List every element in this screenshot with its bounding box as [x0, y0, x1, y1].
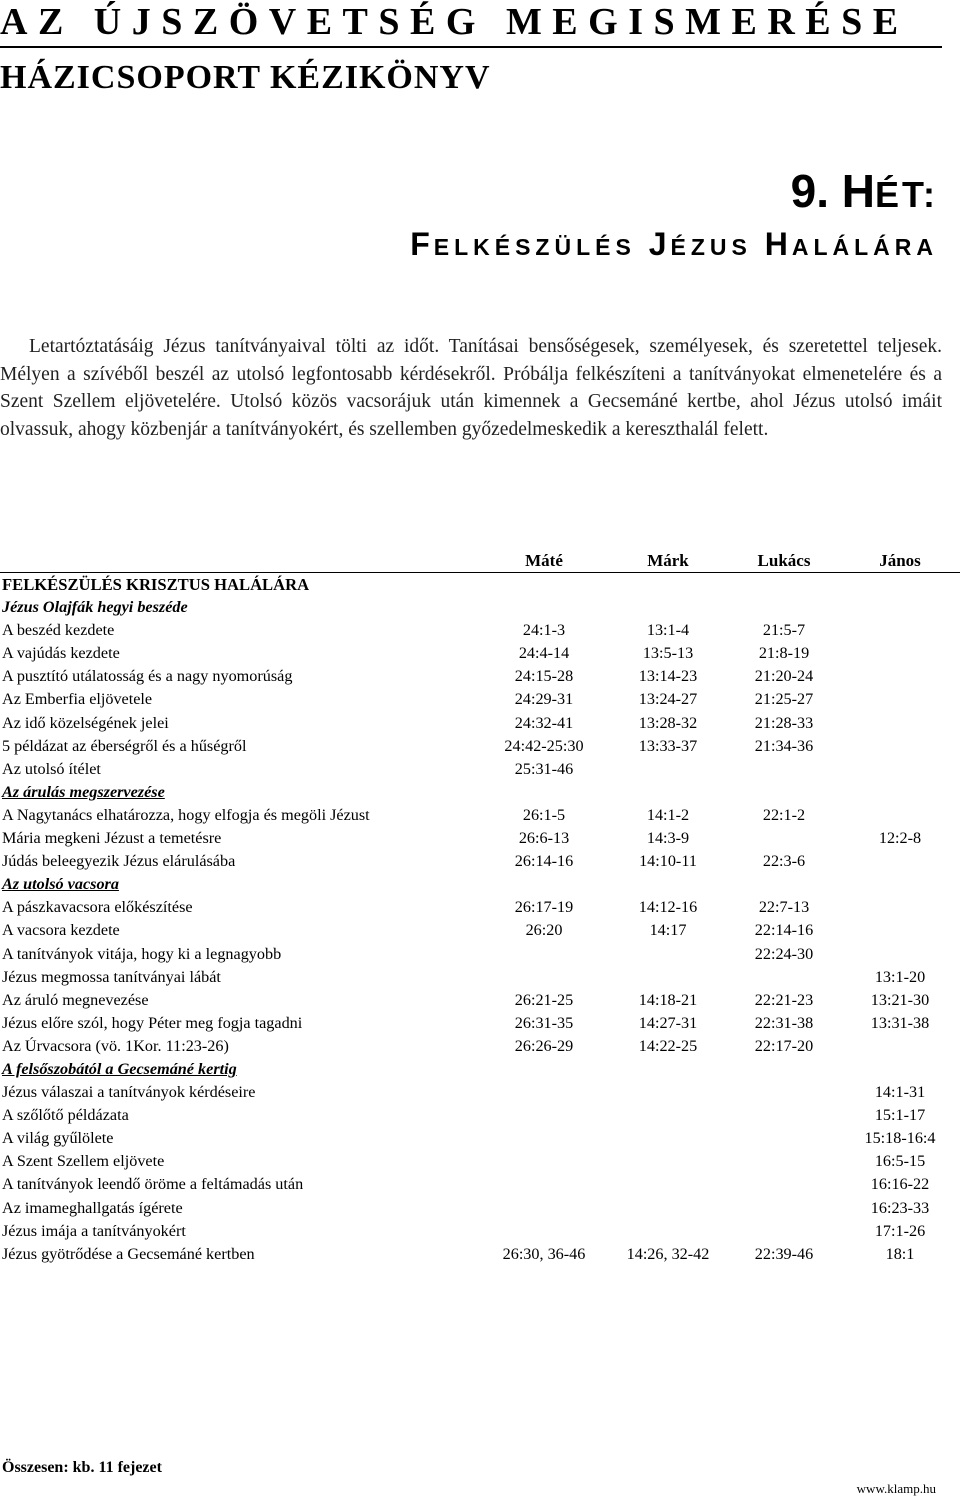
table-body — [0, 573, 960, 1266]
row-reference: 26:31-35 — [514, 1013, 574, 1032]
row-title: A beszéd kezdete — [2, 621, 115, 640]
row-title: Jézus imája a tanítványokért — [2, 1221, 186, 1240]
handbook-subtitle: HÁZICSOPORT KÉZIKÖNYV — [0, 59, 491, 96]
table-row — [0, 688, 960, 711]
table-row — [0, 1127, 960, 1150]
row-reference: 14:3-9 — [646, 829, 690, 848]
table-row — [0, 896, 960, 919]
header-rule — [0, 46, 942, 48]
row-title: Júdás beleegyezik Jézus elárulásába — [2, 852, 236, 871]
row-title: Jézus Olajfák hegyi beszéde — [2, 598, 188, 617]
row-title: Az Úrvacsora (vö. 1Kor. 11:23-26) — [2, 1036, 229, 1055]
table-header — [0, 550, 960, 573]
row-reference: 16:16-22 — [870, 1175, 930, 1194]
intro-text: Letartóztatásáig Jézus tanítványaival tölti az időt. Tanításai bensőségesek, személyesek, és szeretettel teljesek. Mélyen a szívéből beszél az utolsó legfontosabb kérdésekről. Próbálja felkészíteni a tanítványokat elmenetelére és a Szent Szellem eljövetelére. Utolsó közös vacsorájuk után kimennek a Gecsemáné kertbe, ahol Jézus utolsó imáit olvassuk, ahogy közbenjár a tanítványokért, és szellemben győzedelmeskedik a kereszthalál felett. — [0, 336, 942, 440]
theme-word-1: FELKÉSZÜLÉS — [410, 226, 636, 262]
row-title: A tanítványok leendő öröme a feltámadás után — [2, 1175, 304, 1194]
reading-table — [0, 550, 960, 1266]
row-reference: 16:5-15 — [874, 1152, 926, 1171]
table-row — [0, 1012, 960, 1035]
series-title: AZ ÚJSZÖVETSÉG MEGISMERÉSE — [0, 1, 909, 43]
row-reference: 22:39-46 — [754, 1244, 814, 1263]
row-title: A pászkavacsora előkészítése — [2, 898, 193, 917]
row-title: Jézus válaszai a tanítványok kérdéseire — [2, 1083, 256, 1102]
row-reference: 26:30, 36-46 — [502, 1244, 586, 1263]
row-reference: 13:24-27 — [638, 690, 698, 709]
row-reference: 18:1 — [885, 1244, 915, 1263]
table-row — [0, 1150, 960, 1173]
row-reference: 22:17-20 — [754, 1036, 814, 1055]
row-reference: 14:1-2 — [646, 805, 690, 824]
row-reference: 24:1-3 — [522, 621, 566, 640]
table-row — [0, 989, 960, 1012]
row-reference: 26:6-13 — [518, 829, 570, 848]
row-title: Jézus előre szól, hogy Péter meg fogja tagadni — [2, 1013, 303, 1032]
table-row — [0, 1081, 960, 1104]
table-row — [0, 735, 960, 758]
row-reference: 24:4-14 — [518, 644, 570, 663]
column-header-mark: Márk — [647, 551, 689, 570]
theme-title — [410, 224, 938, 264]
row-reference: 13:14-23 — [638, 667, 698, 686]
column-header-mate: Máté — [525, 551, 563, 570]
row-title: A tanítványok vitája, hogy ki a legnagyobb — [2, 944, 282, 963]
table-row — [0, 804, 960, 827]
website-footer: www.klamp.hu — [856, 1481, 936, 1496]
table-row — [0, 1173, 960, 1196]
row-reference: 22:14-16 — [754, 921, 814, 940]
row-reference: 14:12-16 — [638, 898, 698, 917]
table-section-heading — [0, 596, 960, 619]
row-reference: 21:8-19 — [758, 644, 810, 663]
theme-word-2: JÉZUS — [648, 226, 752, 262]
table-row — [0, 827, 960, 850]
table-row — [0, 943, 960, 966]
row-title: A világ gyűlölete — [2, 1129, 114, 1148]
table-row — [0, 1104, 960, 1127]
table-row — [0, 712, 960, 735]
row-reference: 21:28-33 — [754, 713, 814, 732]
row-title: A szőlőtő példázata — [2, 1106, 129, 1125]
row-reference: 24:29-31 — [514, 690, 574, 709]
row-reference: 22:21-23 — [754, 990, 814, 1009]
row-title: Jézus gyötrődése a Gecsemáné kertben — [2, 1244, 255, 1263]
row-reference: 13:28-32 — [638, 713, 698, 732]
row-title: A vajúdás kezdete — [2, 644, 120, 663]
row-title: Az idő közelségének jelei — [2, 713, 169, 732]
table-row — [0, 850, 960, 873]
week-heading — [791, 164, 938, 218]
row-title: Az utolsó ítélet — [2, 759, 101, 778]
table-row — [0, 919, 960, 942]
row-reference: 14:22-25 — [638, 1036, 698, 1055]
week-number: 9. — [790, 165, 829, 217]
column-header-janos: János — [879, 551, 921, 570]
row-reference: 13:31-38 — [870, 1013, 930, 1032]
table-section-heading — [0, 1058, 960, 1081]
row-reference: 22:7-13 — [758, 898, 810, 917]
week-word-initial: H — [841, 165, 875, 217]
row-title: A Szent Szellem eljövete — [2, 1152, 165, 1171]
table-section-heading — [0, 573, 960, 596]
row-reference: 26:21-25 — [514, 990, 574, 1009]
column-header-lukacs: Lukács — [757, 551, 811, 570]
intro-paragraph — [0, 333, 942, 443]
row-reference: 17:1-26 — [874, 1221, 926, 1240]
table-row — [0, 619, 960, 642]
row-reference: 22:3-6 — [762, 852, 806, 871]
row-reference: 13:1-4 — [646, 621, 690, 640]
row-reference: 14:18-21 — [638, 990, 698, 1009]
row-reference: 21:20-24 — [754, 667, 814, 686]
row-title: Mária megkeni Jézust a temetésre — [2, 829, 222, 848]
row-reference: 15:18-16:4 — [864, 1129, 936, 1148]
row-reference: 26:1-5 — [522, 805, 566, 824]
row-reference: 14:10-11 — [639, 852, 697, 871]
table-row — [0, 1243, 960, 1266]
row-reference: 24:32-41 — [514, 713, 574, 732]
row-title: A Nagytanács elhatározza, hogy elfogja és megöli Jézust — [2, 805, 370, 824]
row-reference: 26:17-19 — [514, 898, 574, 917]
row-title: Az áruló megnevezése — [2, 990, 149, 1009]
row-reference: 14:17 — [649, 921, 687, 940]
row-reference: 14:1-31 — [874, 1083, 926, 1102]
row-reference: 24:42-25:30 — [504, 736, 584, 755]
row-title: Az utolsó vacsora — [2, 875, 119, 894]
row-title: Jézus megmossa tanítványai lábát — [2, 967, 221, 986]
table-row — [0, 966, 960, 989]
row-title: Az imameghallgatás ígérete — [2, 1198, 183, 1217]
row-reference: 15:1-17 — [874, 1106, 926, 1125]
row-reference: 16:23-33 — [870, 1198, 930, 1217]
table-row — [0, 1035, 960, 1058]
row-reference: 21:5-7 — [762, 621, 806, 640]
row-title: Az Emberfia eljövetele — [2, 690, 153, 709]
row-title: A pusztító utálatosság és a nagy nyomorúság — [2, 667, 293, 686]
row-reference: 12:2-8 — [878, 829, 922, 848]
row-title: Az árulás megszervezése — [2, 782, 165, 801]
row-reference: 13:1-20 — [874, 967, 926, 986]
row-title: A vacsora kezdete — [2, 921, 120, 940]
chapter-total: Összesen: kb. 11 fejezet — [2, 1459, 162, 1476]
row-reference: 21:25-27 — [754, 690, 814, 709]
row-reference: 14:26, 32-42 — [626, 1244, 710, 1263]
row-reference: 22:24-30 — [754, 944, 814, 963]
row-reference: 22:1-2 — [762, 805, 806, 824]
table-section-heading — [0, 781, 960, 804]
row-title: FELKÉSZÜLÉS KRISZTUS HALÁLÁRA — [2, 575, 310, 594]
row-reference: 24:15-28 — [514, 667, 574, 686]
row-reference: 26:14-16 — [514, 852, 574, 871]
table-row — [0, 1197, 960, 1220]
theme-word-3: HALÁLÁRA — [764, 226, 938, 262]
table-row — [0, 1220, 960, 1243]
row-reference: 25:31-46 — [514, 759, 574, 778]
row-reference: 21:34-36 — [754, 736, 814, 755]
row-reference: 13:33-37 — [638, 736, 698, 755]
table-row — [0, 642, 960, 665]
row-reference: 26:26-29 — [514, 1036, 574, 1055]
row-reference: 22:31-38 — [754, 1013, 814, 1032]
table-row — [0, 665, 960, 688]
row-reference: 26:20 — [525, 921, 563, 940]
row-reference: 14:27-31 — [638, 1013, 698, 1032]
table-row — [0, 758, 960, 781]
table-section-heading — [0, 873, 960, 896]
row-reference: 13:21-30 — [870, 990, 930, 1009]
row-reference: 13:5-13 — [642, 644, 694, 663]
row-title: 5 példázat az éberségről és a hűségről — [2, 736, 247, 755]
week-word-rest: ÉT: — [875, 174, 938, 215]
row-title: A felsőszobától a Gecsemáné kertig — [2, 1059, 237, 1078]
